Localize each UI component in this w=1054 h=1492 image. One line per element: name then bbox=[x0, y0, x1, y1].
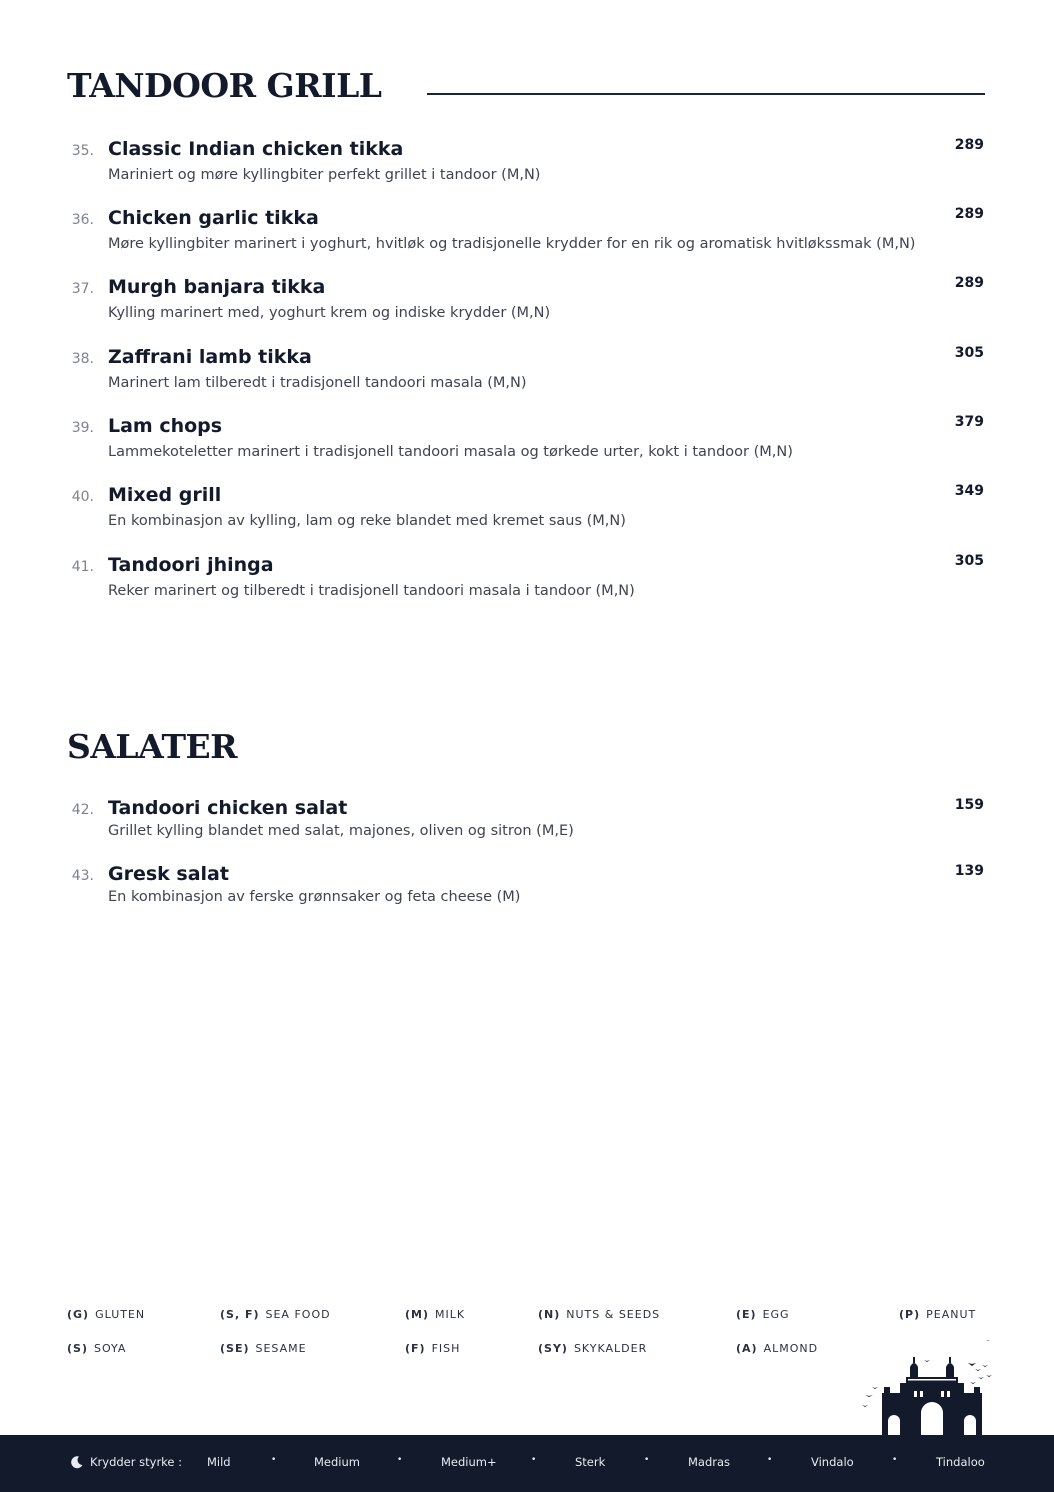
item-price: 305 bbox=[954, 345, 984, 361]
spice-level-mild: Mild bbox=[207, 1455, 231, 1469]
item-price: 289 bbox=[954, 206, 984, 222]
spice-strength-label: Krydder styrke : bbox=[90, 1455, 183, 1469]
item-description: Mariniert og møre kyllingbiter perfekt grillet i tandoor (M,N) bbox=[108, 167, 541, 183]
item-description: En kombinasjon av kylling, lam og reke blandet med kremet saus (M,N) bbox=[108, 513, 626, 529]
item-description: Lammekoteletter marinert i tradisjonell tandoori masala og tørkede urter, kokt i tandoor (M,N) bbox=[108, 444, 793, 460]
allergen-label: FISH bbox=[431, 1342, 461, 1355]
item-number: 35. bbox=[71, 143, 94, 159]
allergen-label: PEANUT bbox=[926, 1308, 977, 1321]
item-name: Classic Indian chicken tikka bbox=[108, 138, 404, 160]
allergen-label: MILK bbox=[435, 1308, 466, 1321]
item-name: Gresk salat bbox=[108, 863, 229, 885]
spice-level-sterk: Sterk bbox=[575, 1455, 606, 1469]
separator-dot: • bbox=[397, 1455, 403, 1465]
item-number: 39. bbox=[71, 420, 94, 436]
item-name: Lam chops bbox=[108, 415, 223, 437]
allergen-sesame bbox=[220, 1342, 307, 1355]
item-description: Kylling marinert med, yoghurt krem og indiske krydder (M,N) bbox=[108, 305, 551, 321]
allergen-code: (E) bbox=[736, 1308, 757, 1321]
item-name: Zaffrani lamb tikka bbox=[108, 346, 312, 368]
separator-dot: • bbox=[271, 1455, 277, 1465]
separator-dot: • bbox=[644, 1455, 650, 1465]
allergen-label: EGG bbox=[762, 1308, 790, 1321]
allergen-code: (F) bbox=[405, 1342, 426, 1355]
item-description: Reker marinert og tilberedt i tradisjonell tandoori masala i tandoor (M,N) bbox=[108, 583, 635, 599]
item-description: Marinert lam tilberedt i tradisjonell tandoori masala (M,N) bbox=[108, 375, 527, 391]
spice-level-vindalo: Vindalo bbox=[811, 1455, 854, 1469]
allergen-code: (A) bbox=[736, 1342, 758, 1355]
spice-level-madras: Madras bbox=[688, 1455, 731, 1469]
separator-dot: • bbox=[531, 1455, 537, 1465]
item-name: Tandoori chicken salat bbox=[108, 797, 348, 819]
allergen-sea-food bbox=[220, 1308, 331, 1321]
item-number: 37. bbox=[71, 281, 94, 297]
allergen-code: (N) bbox=[538, 1308, 561, 1321]
allergen-peanut bbox=[899, 1308, 976, 1321]
allergen-egg bbox=[736, 1308, 790, 1321]
moon-icon bbox=[71, 1456, 83, 1469]
allergen-label: NUTS & SEEDS bbox=[566, 1308, 661, 1321]
allergen-code: (M) bbox=[405, 1308, 430, 1321]
item-number: 40. bbox=[71, 489, 94, 505]
item-number: 41. bbox=[71, 559, 94, 575]
item-name: Murgh banjara tikka bbox=[108, 276, 326, 298]
item-number: 42. bbox=[71, 802, 94, 818]
item-price: 289 bbox=[954, 137, 984, 153]
item-number: 36. bbox=[71, 212, 94, 228]
allergen-code: (SE) bbox=[220, 1342, 250, 1355]
allergen-code: (SY) bbox=[538, 1342, 568, 1355]
item-number: 43. bbox=[71, 868, 94, 884]
spice-level-footer bbox=[0, 1435, 1054, 1492]
allergen-label: SOYA bbox=[93, 1342, 127, 1355]
allergen-code: (G) bbox=[67, 1308, 90, 1321]
item-price: 305 bbox=[954, 553, 984, 569]
item-name: Tandoori jhinga bbox=[108, 554, 274, 576]
gateway-of-india-icon bbox=[860, 1335, 1005, 1435]
allergen-label: ALMOND bbox=[763, 1342, 819, 1355]
allergen-label: SKYKALDER bbox=[573, 1342, 648, 1355]
item-price: 379 bbox=[954, 414, 984, 430]
item-description: En kombinasjon av ferske grønnsaker og feta cheese (M) bbox=[108, 889, 521, 905]
separator-dot: • bbox=[892, 1455, 898, 1465]
item-description: Grillet kylling blandet med salat, majones, oliven og sitron (M,E) bbox=[108, 823, 574, 839]
spice-level-tindaloo: Tindaloo bbox=[936, 1455, 985, 1469]
allergen-nuts-seeds bbox=[538, 1308, 660, 1321]
spice-level-medium: Medium bbox=[314, 1455, 360, 1469]
item-name: Chicken garlic tikka bbox=[108, 207, 319, 229]
allergen-soya bbox=[67, 1342, 126, 1355]
allergen-label: SEA FOOD bbox=[265, 1308, 331, 1321]
item-name: Mixed grill bbox=[108, 484, 222, 506]
item-number: 38. bbox=[71, 351, 94, 367]
item-price: 349 bbox=[954, 483, 984, 499]
allergen-code: (S) bbox=[67, 1342, 88, 1355]
allergen-label: SESAME bbox=[255, 1342, 307, 1355]
item-price: 289 bbox=[954, 275, 984, 291]
item-price: 139 bbox=[954, 863, 984, 879]
item-price: 159 bbox=[954, 797, 984, 813]
allergen-fish bbox=[405, 1342, 460, 1355]
allergen-label: GLUTEN bbox=[95, 1308, 146, 1321]
allergen-skykalder bbox=[538, 1342, 647, 1355]
allergen-code: (S, F) bbox=[220, 1308, 260, 1321]
allergen-gluten bbox=[67, 1308, 145, 1321]
item-description: Møre kyllingbiter marinert i yoghurt, hvitløk og tradisjonelle krydder for en rik og aromatisk hvitløkssmak (M,N) bbox=[108, 236, 916, 252]
section-title-salater: SALATER bbox=[67, 727, 238, 766]
section-title-tandoor-grill: TANDOOR GRILL bbox=[67, 66, 382, 105]
allergen-milk bbox=[405, 1308, 465, 1321]
section-divider bbox=[427, 93, 985, 95]
allergen-almond bbox=[736, 1342, 818, 1355]
separator-dot: • bbox=[767, 1455, 773, 1465]
allergen-code: (P) bbox=[899, 1308, 921, 1321]
spice-level-medium-plus: Medium+ bbox=[441, 1455, 497, 1469]
